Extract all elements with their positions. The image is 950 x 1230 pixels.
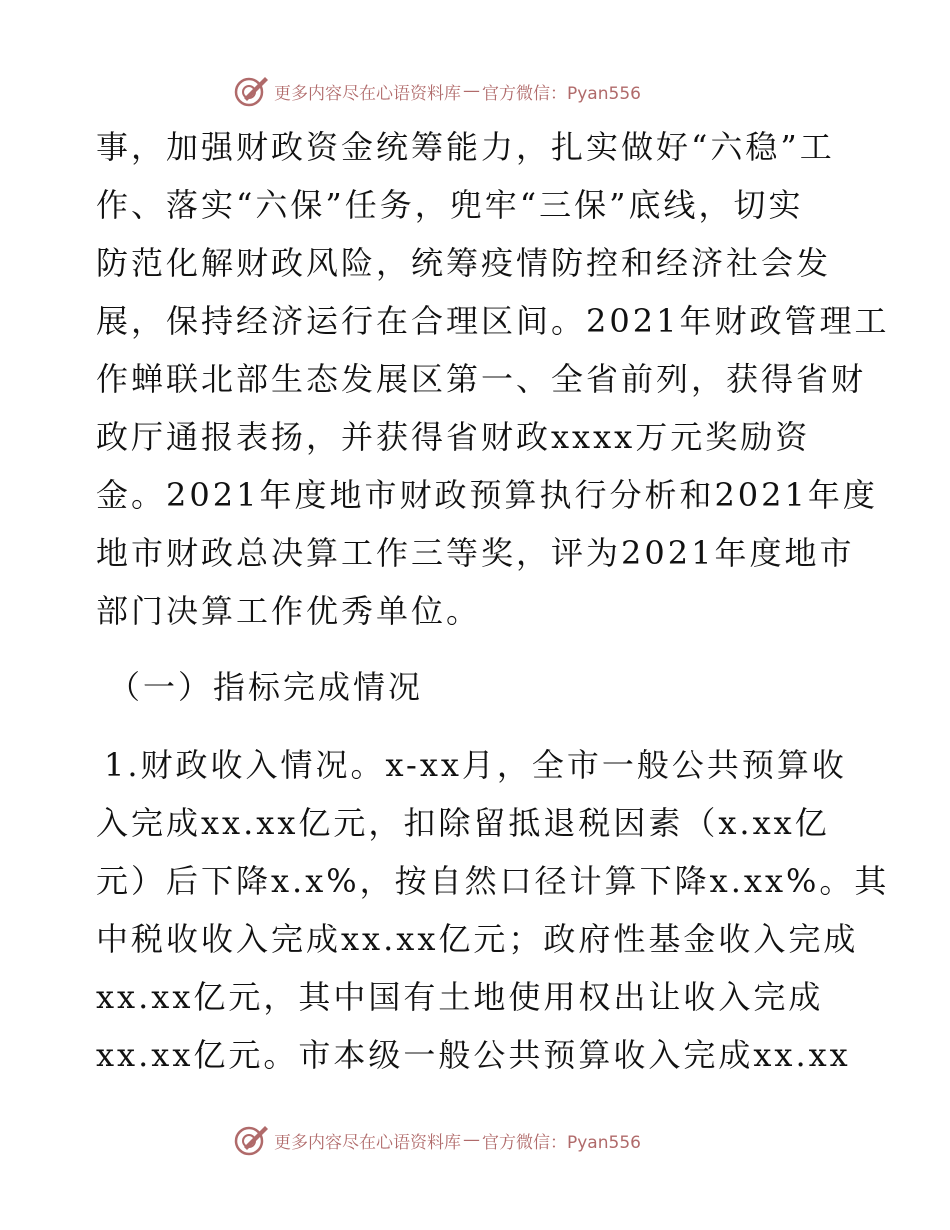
watermark-contact-text: 官方微信：Pyan556	[482, 83, 641, 104]
paragraph-line: xx.xx亿元，其中国有土地使用权出让收入完成	[96, 978, 824, 1016]
paragraph-line: 防范化解财政风险，统筹疫情防控和经济社会发	[96, 244, 832, 282]
paragraph-line: 政厅通报表扬，并获得省财政xxxx万元奖励资	[96, 418, 811, 456]
watermark-brand-text: 更多内容尽在心语资料库	[274, 1132, 461, 1153]
paragraph-line: 作蝉联北部生态发展区第一、全省前列，获得省财	[96, 360, 867, 398]
paragraph-line: 事，加强财政资金统筹能力，扎实做好“六稳”工	[96, 128, 835, 166]
paragraph-line: 1.财政收入情况。x-xx月，全市一般公共预算收	[104, 746, 847, 784]
paragraph-line: 地市财政总决算工作三等奖，评为2021年度地市	[96, 534, 855, 572]
paragraph-line: 展，保持经济运行在合理区间。2021年财政管理工	[96, 302, 890, 340]
paragraph-line: 部门决算工作优秀单位。	[96, 592, 482, 630]
watermark-separator: —	[463, 81, 480, 101]
watermark-brand-text: 更多内容尽在心语资料库	[274, 83, 461, 104]
paragraph-line: 元）后下降x.x%，按自然口径计算下降x.xx%。其	[96, 862, 890, 900]
watermark-separator: —	[463, 1130, 480, 1150]
quill-seal-icon	[232, 1121, 270, 1159]
paragraph-line: 金。2021年度地市财政预算执行分析和2021年度	[96, 476, 878, 514]
paragraph-line: xx.xx亿元。市本级一般公共预算收入完成xx.xx	[96, 1036, 851, 1074]
paragraph-line: 入完成xx.xx亿元，扣除留抵退税因素（x.xx亿	[96, 804, 830, 842]
watermark-contact-text: 官方微信：Pyan556	[482, 1132, 641, 1153]
section-heading: （一）指标完成情况	[108, 668, 424, 706]
footer-watermark	[232, 1121, 641, 1159]
paragraph-line: 中税收收入完成xx.xx亿元；政府性基金收入完成	[96, 920, 859, 958]
quill-seal-icon	[232, 72, 270, 110]
header-watermark	[232, 72, 641, 110]
paragraph-line: 作、落实“六保”任务，兜牢“三保”底线，切实	[96, 186, 804, 224]
